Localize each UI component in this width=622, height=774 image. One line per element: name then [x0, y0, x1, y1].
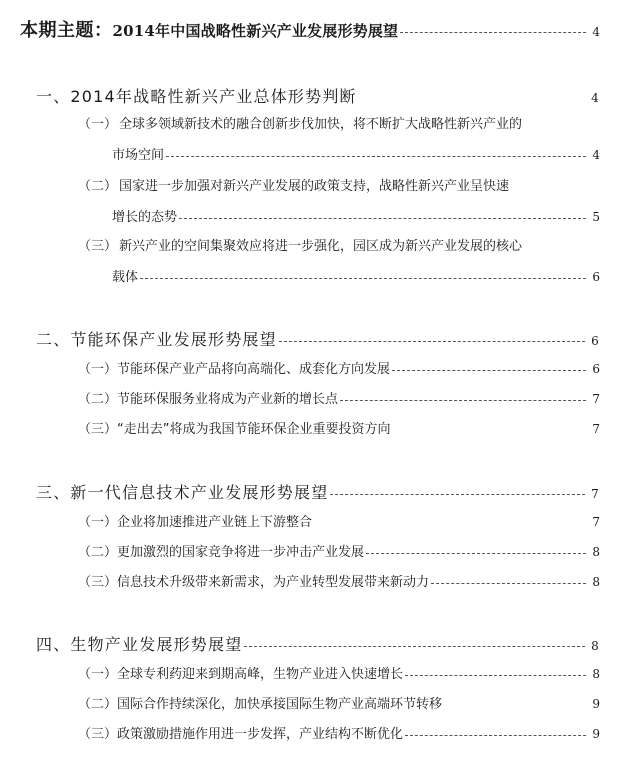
toc-item-2-1[interactable]	[78, 358, 600, 377]
item-number: （三）	[78, 422, 118, 437]
dot-leader	[244, 646, 585, 647]
page-number: 7	[592, 515, 600, 529]
toc-section-1[interactable]	[36, 84, 600, 107]
item-text: 国际合作持续深化，加快承接国际生物产业高端环节转移	[117, 697, 443, 712]
page-number: 7	[591, 487, 600, 501]
dot-leader	[279, 341, 585, 342]
dot-leader	[340, 400, 586, 401]
item-number: （一）	[78, 515, 118, 530]
toc-item-2-2[interactable]	[78, 388, 600, 407]
section-title: 一、2014年战略性新兴产业总体形势判断	[36, 87, 357, 106]
toc-main-title[interactable]	[20, 16, 600, 42]
toc-item-2-3[interactable]	[78, 418, 600, 437]
page-number: 5	[592, 210, 600, 224]
dot-leader	[405, 675, 586, 676]
item-number: （二）	[78, 179, 118, 194]
item-text: “走出去”将成为我国节能环保企业重要投资方向	[117, 422, 391, 437]
page-number: 8	[591, 639, 600, 653]
item-number: （二）	[78, 392, 118, 407]
item-number: （一）	[78, 667, 118, 682]
toc-section-2[interactable]	[36, 327, 600, 350]
page-number: 8	[592, 575, 600, 589]
page-number: 7	[592, 422, 600, 436]
item-text: 节能环保服务业将成为产业新的增长点	[117, 392, 339, 407]
page-number: 6	[592, 270, 600, 284]
toc-item-4-3[interactable]	[78, 723, 600, 742]
dot-leader	[140, 278, 586, 279]
page-number: 9	[592, 697, 600, 711]
page-number: 6	[592, 362, 600, 376]
toc-item-4-2[interactable]	[78, 693, 600, 712]
item-text-cont: 增长的态势	[112, 210, 178, 225]
item-text: 全球多领域新技术的融合创新步伐加快，将不断扩大战略性新兴产业的	[119, 117, 523, 132]
dot-leader	[400, 32, 586, 33]
toc-item-4-1[interactable]	[78, 663, 600, 682]
dot-leader	[366, 553, 586, 554]
section-title: 三、新一代信息技术产业发展形势展望	[36, 483, 329, 502]
item-number: （二）	[78, 545, 118, 560]
item-text: 企业将加速推进产业链上下游整合	[117, 515, 313, 530]
section-title: 二、节能环保产业发展形势展望	[36, 330, 277, 349]
item-text: 政策激励措施作用进一步发挥，产业结构不断优化	[117, 727, 404, 742]
item-text: 节能环保产业产品将向高端化、成套化方向发展	[117, 362, 391, 377]
section-title: 四、生物产业发展形势展望	[36, 635, 243, 654]
item-text: 更加激烈的国家竞争将进一步冲击产业发展	[117, 545, 365, 560]
item-number: （二）	[78, 697, 118, 712]
item-number: （一）	[78, 117, 118, 132]
toc-section-3[interactable]	[36, 480, 600, 503]
item-text: 信息技术升级带来新需求，为产业转型发展带来新动力	[117, 575, 430, 590]
item-number: （三）	[78, 239, 118, 254]
dot-leader	[405, 735, 586, 736]
page-number: 6	[591, 334, 600, 348]
page-number: 4	[591, 91, 600, 105]
dot-leader	[330, 494, 585, 495]
dot-leader	[166, 156, 586, 157]
dot-leader	[179, 218, 586, 219]
toc-item-1-1[interactable]	[78, 113, 600, 163]
item-text-cont: 市场空间	[112, 148, 165, 163]
item-text: 国家进一步加强对新兴产业发展的政策支持，战略性新兴产业呈快速	[119, 179, 510, 194]
item-text: 全球专利药迎来到期高峰，生物产业进入快速增长	[117, 667, 404, 682]
toc-item-3-1[interactable]	[78, 511, 600, 530]
toc-item-3-3[interactable]	[78, 571, 600, 590]
item-number: （三）	[78, 575, 118, 590]
item-text-cont: 载体	[112, 270, 139, 285]
dot-leader	[392, 370, 586, 371]
item-text: 新兴产业的空间集聚效应将进一步强化，园区成为新兴产业发展的核心	[119, 239, 523, 254]
toc-item-1-2[interactable]	[78, 175, 600, 225]
dot-leader	[431, 583, 586, 584]
page-number: 7	[592, 392, 600, 406]
page-number: 9	[592, 727, 600, 741]
main-title-label: 本期主题：	[20, 20, 113, 41]
toc-item-3-2[interactable]	[78, 541, 600, 560]
item-number: （三）	[78, 727, 118, 742]
item-number: （一）	[78, 362, 118, 377]
toc-item-1-3[interactable]	[78, 235, 600, 285]
page-number: 8	[592, 667, 600, 681]
page-number: 4	[592, 148, 600, 162]
page-number: 4	[592, 25, 600, 39]
main-title-text: 2014年中国战略性新兴产业发展形势展望	[112, 22, 399, 40]
page-number: 8	[592, 545, 600, 559]
toc-section-4[interactable]	[36, 632, 600, 655]
